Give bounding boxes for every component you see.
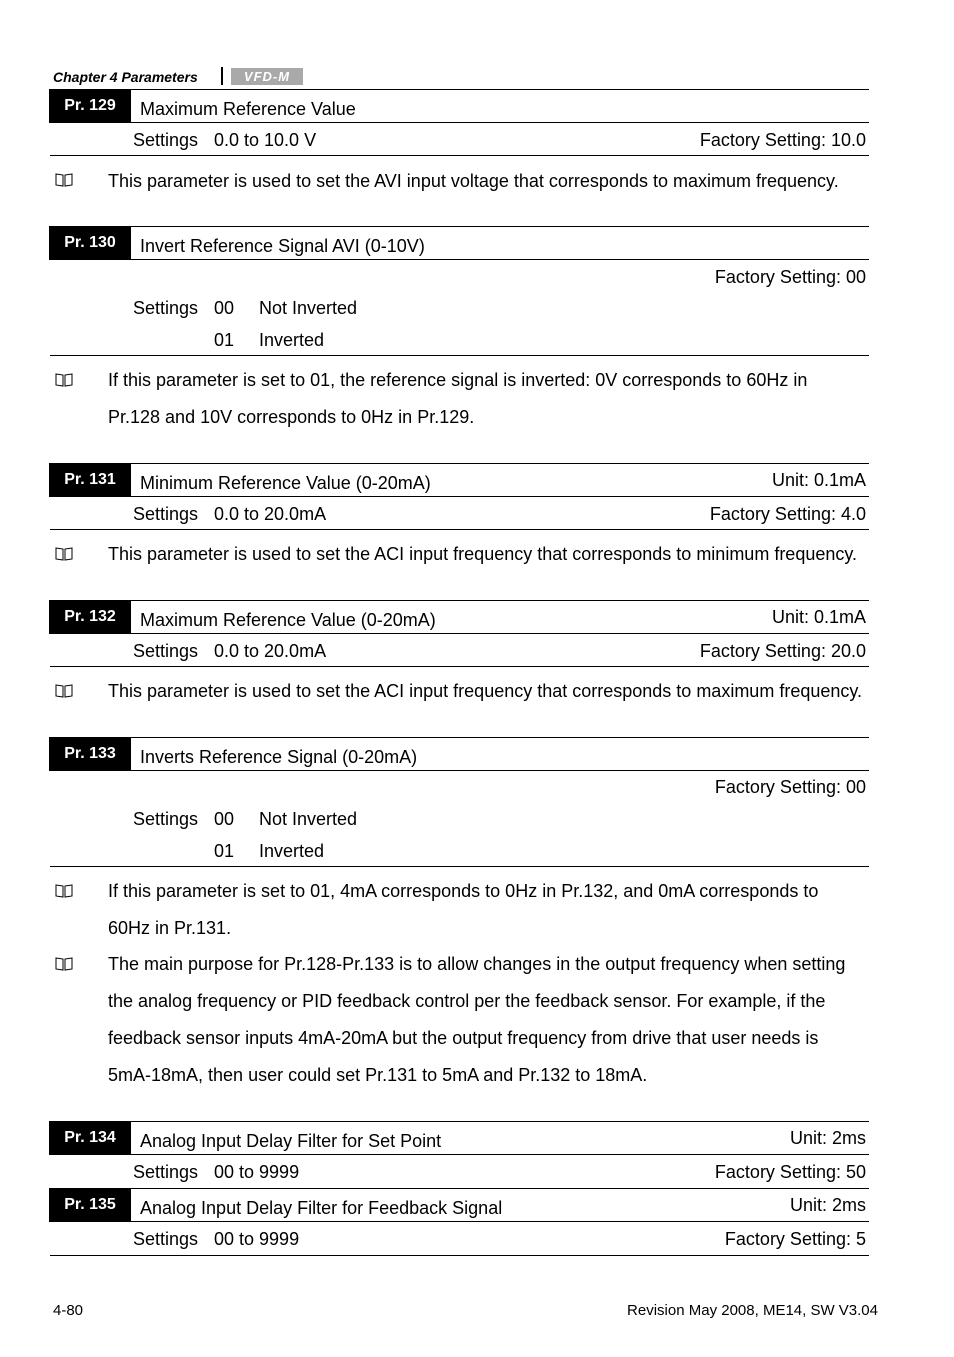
param-title-134: Analog Input Delay Filter for Set Point <box>140 1131 442 1151</box>
settings-range-131: 0.0 to 20.0mA <box>214 504 327 524</box>
note-purpose-line3: feedback sensor inputs 4mA-20mA but the output frequency from drive that user needs is <box>108 1028 819 1048</box>
note-purpose-line1: The main purpose for Pr.128-Pr.133 is to allow changes in the output frequency when setting <box>108 954 846 974</box>
option-label-133-01: Inverted <box>259 841 325 861</box>
rule <box>50 1255 869 1256</box>
rule <box>131 226 869 227</box>
settings-label: Settings <box>133 809 199 829</box>
param-title-131: Minimum Reference Value (0-20mA) <box>140 473 431 493</box>
factory-setting-134: Factory Setting: 50 <box>714 1162 866 1182</box>
rule <box>131 737 869 738</box>
settings-label: Settings <box>133 1162 199 1182</box>
page-number: 4-80 <box>53 1302 84 1319</box>
option-label-133-00: Not Inverted <box>259 809 358 829</box>
param-title-130: Invert Reference Signal AVI (0-10V) <box>140 236 425 256</box>
factory-setting-129: Factory Setting: 10.0 <box>699 130 866 150</box>
rule <box>131 259 869 260</box>
option-code-130-00: 00 <box>214 298 235 318</box>
param-code-132: Pr. 132 <box>49 600 131 634</box>
rule <box>50 529 869 530</box>
note-130-line1: If this parameter is set to 01, the reference signal is inverted: 0V corresponds to 60Hz in <box>108 370 808 390</box>
settings-label: Settings <box>133 130 199 150</box>
rule <box>50 155 869 156</box>
option-label-130-01: Inverted <box>259 330 325 350</box>
param-code-135: Pr. 135 <box>49 1188 131 1222</box>
settings-range-134: 00 to 9999 <box>214 1162 300 1182</box>
note-131: This parameter is used to set the ACI input frequency that corresponds to minimum frequency. <box>108 544 858 564</box>
param-code-129: Pr. 129 <box>49 89 131 123</box>
note-129: This parameter is used to set the AVI input voltage that corresponds to maximum frequency. <box>108 171 839 191</box>
param-code-130: Pr. 130 <box>49 226 131 260</box>
book-icon <box>55 173 73 187</box>
factory-setting-133: Factory Setting: 00 <box>714 777 866 797</box>
param-code-134: Pr. 134 <box>49 1121 131 1155</box>
rule <box>50 866 869 867</box>
rule <box>131 1154 869 1155</box>
param-title-132: Maximum Reference Value (0-20mA) <box>140 610 436 630</box>
book-icon <box>55 547 73 561</box>
unit-134: Unit: 2ms <box>789 1128 866 1148</box>
note-133-line2: 60Hz in Pr.131. <box>108 918 232 938</box>
rule <box>131 1121 869 1122</box>
rule <box>50 355 869 356</box>
option-code-133-00: 00 <box>214 809 235 829</box>
param-title-133: Inverts Reference Signal (0-20mA) <box>140 747 418 767</box>
rule <box>131 496 869 497</box>
rule <box>131 1188 869 1189</box>
settings-label: Settings <box>133 1229 199 1249</box>
option-label-130-00: Not Inverted <box>259 298 358 318</box>
settings-range-135: 00 to 9999 <box>214 1229 300 1249</box>
param-title-129: Maximum Reference Value <box>140 99 356 119</box>
note-purpose-line4: 5mA-18mA, then user could set Pr.131 to 5mA and Pr.132 to 18mA. <box>108 1065 648 1085</box>
rule <box>131 600 869 601</box>
rule <box>131 1221 869 1222</box>
rule <box>131 122 869 123</box>
rule <box>131 770 869 771</box>
book-icon <box>55 684 73 698</box>
param-title-135: Analog Input Delay Filter for Feedback Signal <box>140 1198 503 1218</box>
settings-label: Settings <box>133 641 199 661</box>
param-code-133: Pr. 133 <box>49 737 131 771</box>
rule <box>131 89 869 90</box>
settings-label: Settings <box>133 298 199 318</box>
option-code-130-01: 01 <box>214 330 235 350</box>
settings-range-132: 0.0 to 20.0mA <box>214 641 327 661</box>
rule <box>131 633 869 634</box>
settings-range-129: 0.0 to 10.0 V <box>214 130 317 150</box>
book-icon <box>55 884 73 898</box>
book-icon <box>55 957 73 971</box>
product-logo: VFD-M <box>231 68 303 85</box>
param-code-131: Pr. 131 <box>49 463 131 497</box>
note-133-line1: If this parameter is set to 01, 4mA corresponds to 0Hz in Pr.132, and 0mA corresponds to <box>108 881 819 901</box>
note-purpose-line2: the analog frequency or PID feedback control per the feedback sensor. For example, if the <box>108 991 826 1011</box>
note-132: This parameter is used to set the ACI input frequency that corresponds to maximum frequency. <box>108 681 863 701</box>
revision-info: Revision May 2008, ME14, SW V3.04 <box>627 1302 878 1319</box>
header-separator <box>221 67 223 85</box>
factory-setting-130: Factory Setting: 00 <box>714 267 866 287</box>
note-130-line2: Pr.128 and 10V corresponds to 0Hz in Pr.129. <box>108 407 475 427</box>
factory-setting-131: Factory Setting: 4.0 <box>709 504 866 524</box>
chapter-title: Chapter 4 Parameters <box>53 69 198 85</box>
book-icon <box>55 373 73 387</box>
factory-setting-132: Factory Setting: 20.0 <box>699 641 866 661</box>
unit-135: Unit: 2ms <box>789 1195 866 1215</box>
unit-132: Unit: 0.1mA <box>771 607 866 627</box>
rule <box>131 463 869 464</box>
rule <box>50 666 869 667</box>
option-code-133-01: 01 <box>214 841 235 861</box>
unit-131: Unit: 0.1mA <box>771 470 866 490</box>
factory-setting-135: Factory Setting: 5 <box>724 1229 866 1249</box>
settings-label: Settings <box>133 504 199 524</box>
